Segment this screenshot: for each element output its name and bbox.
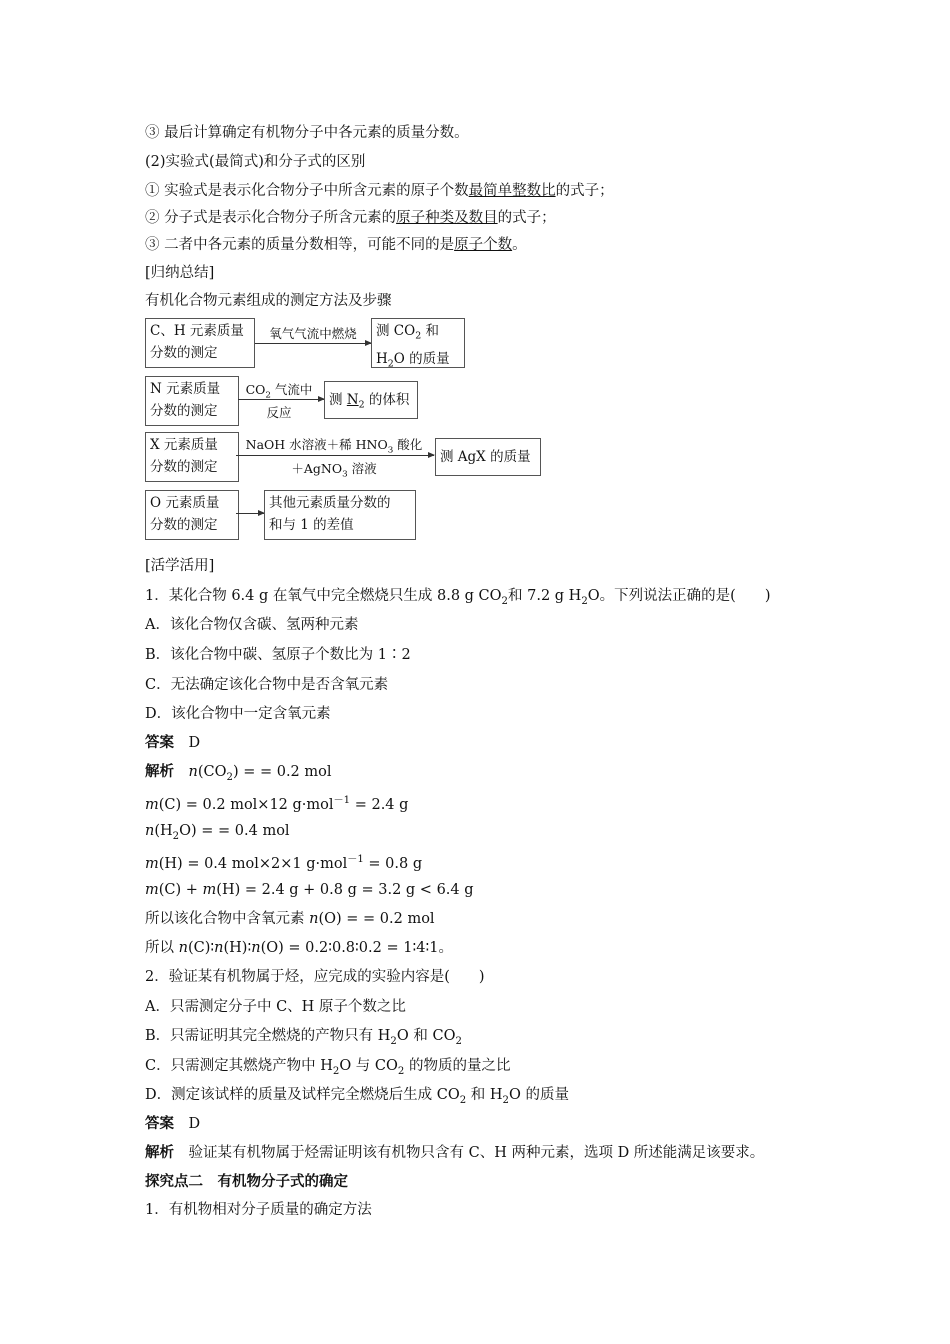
q2-option-b: B．只需证明其完全燃烧的产物只有 $H_2O$ 和 $CO_2$ xyxy=(145,1028,462,1047)
flow-box-ch: C、H 元素质量 分数的测定 xyxy=(145,318,255,368)
q1-exp-7: 所以 n(C)∶n(H)∶n(O) = 0.2∶0.8∶0.2 = 1∶4∶1。 xyxy=(145,940,453,956)
flow-box-agx: 测 AgX 的质量 xyxy=(435,438,541,476)
flow-arrow-r2 xyxy=(238,399,324,400)
flow-box-x: X 元素质量 分数的测定 xyxy=(145,432,239,482)
flow-box-other: 其他元素质量分数的 和与 1 的差值 xyxy=(264,490,416,540)
flow-box-o: O 元素质量 分数的测定 xyxy=(145,490,239,540)
question-1: 1．某化合物 6.4 g 在氧气中完全燃烧只生成 8.8 g $CO_2$和 7.2 g $H_2O$。下列说法正确的是( ) xyxy=(145,588,771,607)
practice-heading: [活学活用] xyxy=(145,558,215,574)
flow-box-n2: 测 $N_2$ 的体积 xyxy=(324,381,418,419)
q1-exp-6: 所以该化合物中含氧元素 n(O) = = 0.2 mol xyxy=(145,911,435,927)
flow-label-r3-top: NaOH 水溶液＋稀 $HNO_3$ 酸化 xyxy=(245,437,423,456)
q1-exp-3: $n(H_2O)$ = = 0.4 mol xyxy=(145,823,290,842)
q1-exp-2: m(C) = 0.2 mol×12 g·mol$^{-1}$ = 2.4 g xyxy=(145,795,409,813)
intro-line-1: ③ 最后计算确定有机物分子中各元素的质量分数。 xyxy=(145,125,469,141)
flow-arrow-r1 xyxy=(255,343,371,344)
flow-label-r1: 氧气气流中燃烧 xyxy=(269,326,357,341)
summary-heading: [归纳总结] xyxy=(145,265,215,281)
flow-box-co2-h2o: 测 $CO_2$ 和 $H_2O$ 的质量 xyxy=(371,318,465,368)
q1-exp-4: m(H) = 0.4 mol×2×1 g·mol$^{-1}$ = 0.8 g xyxy=(145,854,423,872)
q1-exp-1: 解析 $n(CO_2)$ = = 0.2 mol xyxy=(145,763,332,783)
flow-label-r2-bottom: 反应 xyxy=(266,405,292,420)
intro-line-3: ① 实验式是表示化合物分子中所含元素的原子个数最简单整数比的式子； xyxy=(145,183,614,199)
summary-subheading: 有机化合物元素组成的测定方法及步骤 xyxy=(145,293,392,309)
q2-option-d: D．测定该试样的质量及试样完全燃烧后生成 $CO_2$ 和 $H_2O$ 的质量 xyxy=(145,1087,569,1106)
intro-line-2: (2)实验式(最简式)和分子式的区别 xyxy=(145,154,366,170)
q2-option-a: A．只需测定分子中 C、H 原子个数之比 xyxy=(145,999,406,1015)
intro-line-4: ② 分子式是表示化合物分子所含元素的原子种类及数目的式子； xyxy=(145,210,556,226)
flow-label-r3-bottom: ＋AgNO$_3$ 溶液 xyxy=(291,461,377,480)
q2-option-c: C．只需测定其燃烧产物中 $H_2O$ 与 $CO_2$ 的物质的量之比 xyxy=(145,1058,511,1077)
question-2: 2．验证某有机物属于烃，应完成的实验内容是( ) xyxy=(145,969,485,985)
q1-option-c: C．无法确定该化合物中是否含氧元素 xyxy=(145,677,389,693)
flow-arrow-r4 xyxy=(236,513,264,514)
q1-option-a: A．该化合物仅含碳、氢两种元素 xyxy=(145,617,359,633)
q1-exp-5: m(C) + m(H) = 2.4 g + 0.8 g = 3.2 g < 6.4 g xyxy=(145,882,474,898)
flow-arrow-r3 xyxy=(236,455,434,456)
intro-line-5: ③ 二者中各元素的质量分数相等，可能不同的是原子个数。 xyxy=(145,237,527,253)
q1-option-b: B．该化合物中碳、氢原子个数比为 1∶2 xyxy=(145,647,411,663)
q2-answer: 答案 D xyxy=(145,1115,201,1132)
section-heading: 探究点二 有机物分子式的确定 xyxy=(145,1173,348,1190)
q1-option-d: D．该化合物中一定含氧元素 xyxy=(145,706,331,722)
flow-box-n: N 元素质量 分数的测定 xyxy=(145,376,239,426)
q1-answer: 答案 D xyxy=(145,734,201,751)
section-item-1: 1．有机物相对分子质量的确定方法 xyxy=(145,1202,372,1218)
flow-label-r2-top: $CO_2$ 气流中 xyxy=(245,382,313,401)
q2-explanation: 解析 验证某有机物属于烃需证明该有机物只含有 C、H 两种元素，选项 D 所述能满足该要求。 xyxy=(145,1144,765,1161)
